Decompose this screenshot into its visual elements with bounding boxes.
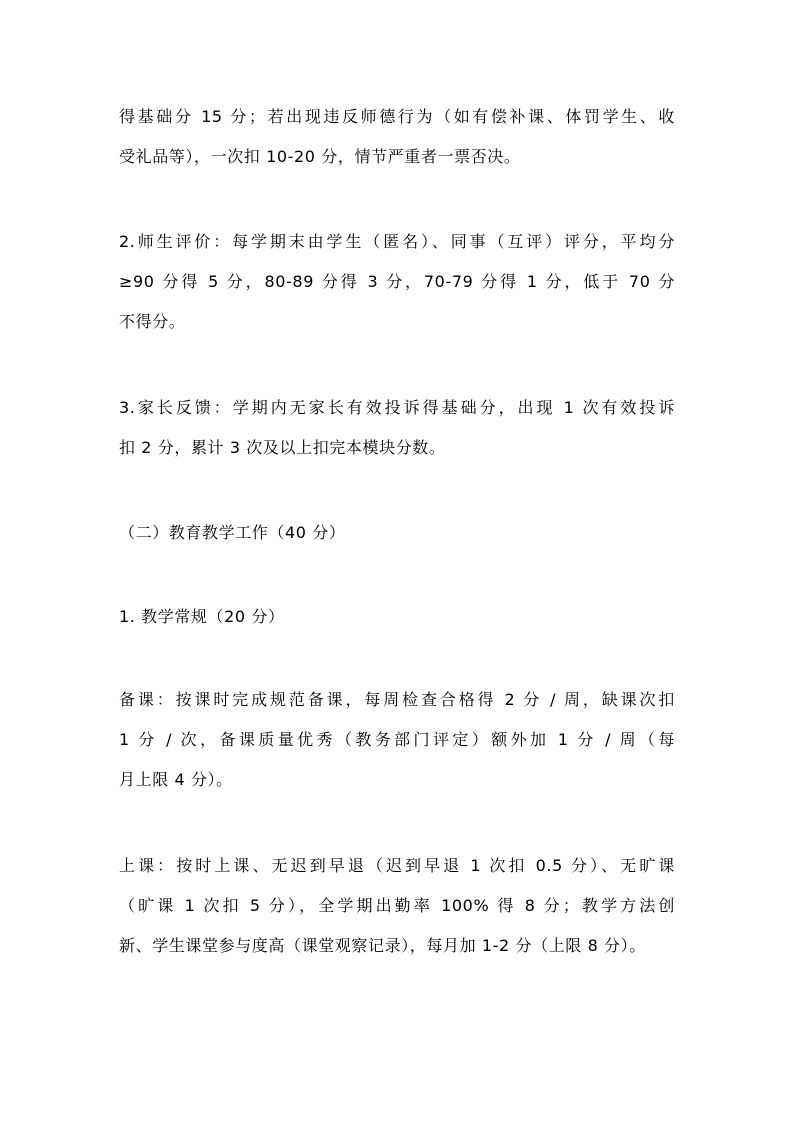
subsection-heading: 1. 教学常规（20 分） bbox=[119, 607, 285, 626]
paragraph-line: 备课：按课时完成规范备课，每周检查合格得 2 分 / 周，缺课次扣 bbox=[119, 690, 675, 709]
paragraph-line: 上课：按时上课、无迟到早退（迟到早退 1 次扣 0.5 分）、无旷课 bbox=[119, 856, 675, 875]
paragraph-teacher-ethics-deduction bbox=[119, 97, 675, 177]
paragraph-teacher-student-evaluation bbox=[119, 222, 675, 342]
paragraph-line: 3.家长反馈：学期内无家长有效投诉得基础分，出现 1 次有效投诉 bbox=[119, 398, 675, 417]
section-heading-teaching-work bbox=[119, 513, 675, 553]
paragraph-line: 得基础分 15 分；若出现违反师德行为（如有偿补课、体罚学生、收 bbox=[119, 107, 675, 126]
paragraph-class-attendance bbox=[119, 846, 675, 966]
paragraph-line: 1 分 / 次，备课质量优秀（教务部门评定）额外加 1 分 / 周（每 bbox=[119, 730, 675, 749]
paragraph-line: 月上限 4 分）。 bbox=[119, 770, 233, 789]
section-heading: （二）教育教学工作（40 分） bbox=[119, 523, 346, 542]
paragraph-line: ≥90 分得 5 分，80-89 分得 3 分，70-79 分得 1 分，低于 70 分 bbox=[119, 272, 675, 291]
paragraph-line: 扣 2 分，累计 3 次及以上扣完本模块分数。 bbox=[119, 438, 446, 457]
paragraph-line: 受礼品等），一次扣 10-20 分，情节严重者一票否决。 bbox=[119, 147, 521, 166]
subsection-heading-teaching-routine bbox=[119, 597, 675, 637]
paragraph-line: 2.师生评价：每学期末由学生（匿名）、同事（互评）评分，平均分 bbox=[119, 232, 675, 251]
paragraph-parent-feedback bbox=[119, 388, 675, 468]
paragraph-line: 新、学生课堂参与度高（课堂观察记录），每月加 1-2 分（上限 8 分）。 bbox=[119, 936, 646, 955]
paragraph-lesson-preparation bbox=[119, 680, 675, 800]
paragraph-line: （旷课 1 次扣 5 分），全学期出勤率 100% 得 8 分；教学方法创 bbox=[119, 896, 675, 915]
paragraph-line: 不得分。 bbox=[119, 312, 186, 331]
